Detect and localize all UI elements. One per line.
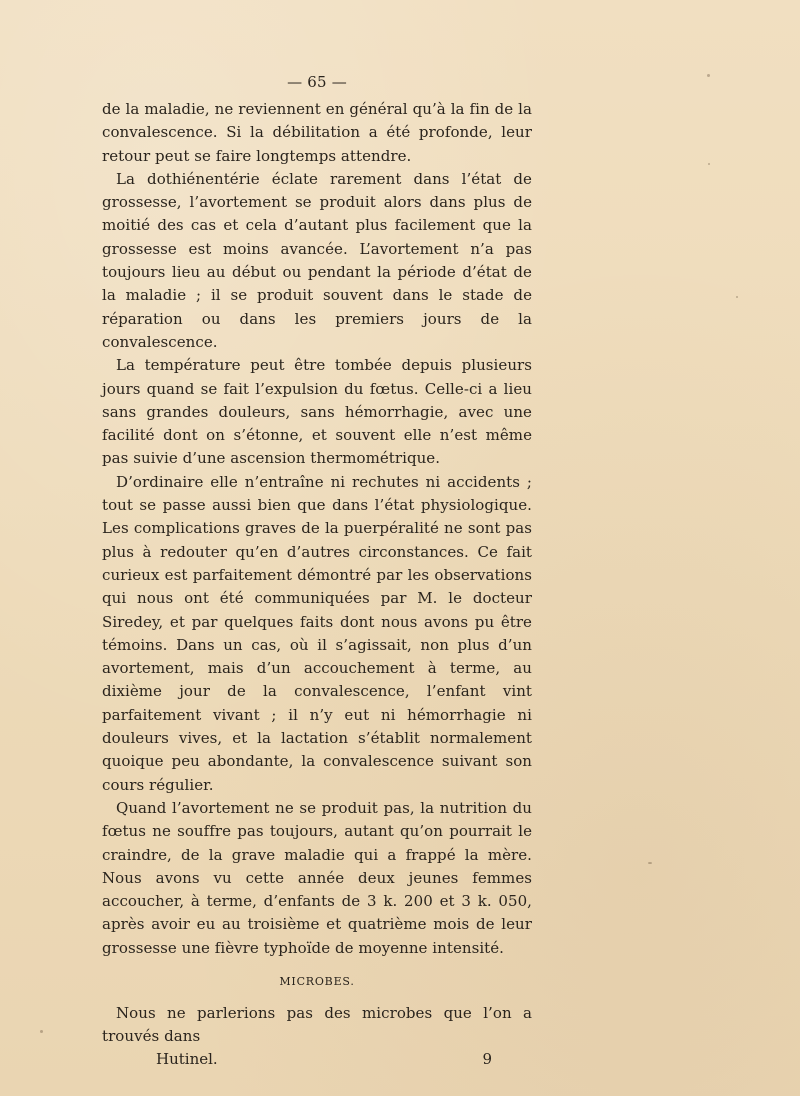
footer-signature: 9	[482, 1049, 492, 1068]
paper-speck	[648, 862, 652, 864]
page-content	[102, 72, 532, 1069]
paragraph-6: Nous ne parlerions pas des microbes que l’on a trouvés dans	[102, 1003, 532, 1046]
footer-author: Hutinel.	[156, 1049, 218, 1068]
paragraph-5: Quand l’avortement ne se produit pas, la nutrition du fœtus ne souffre pas toujours, autant qu’on pourrait le craindre, de la grave maladie qui a frappé la mère. Nous avons vu cette année deux jeunes femmes accoucher, à terme, d’enfants de 3 k. 200 et 3 k. 050, après avoir eu au troisième et quatrième mois de leur grossesse une fièvre typhoïde de moyenne intensité.	[102, 798, 532, 957]
paper-speck	[707, 74, 710, 77]
paragraph-4: D’ordinaire elle n’entraîne ni rechutes ni accidents ; tout se passe aussi bien que dans l’état physiologique. Les complications graves de la puerpéralité ne sont pas plus à redouter qu’en d’autres circonstances. Ce fait curieux est parfaitement démontré par les observations qui nous ont été communiquées par M. le docteur Siredey, et par quelques faits dont nous avons pu être témoins. Dans un cas, où il s’agissait, non plus d’un avortement, mais d’un accouchement à terme, au dixième jour de la convalescence, l’enfant vint parfaitement vivant ; il n’y eut ni hémorrhagie ni douleurs vives, et la lactation s’établit normalement quoique peu abondante, la convalescence suivant son cours régulier.	[102, 472, 532, 794]
paragraph-3: La température peut être tombée depuis plusieurs jours quand se fait l’expulsion du fœtus. Celle-ci a lieu sans grandes douleurs, sans hémorrhagie, avec une facilité dont on s’étonne, et souvent elle n’est même pas suivie d’une ascension thermométrique.	[102, 356, 532, 468]
paragraph-2: La dothiénentérie éclate rarement dans l’état de grossesse, l’avortement se produit alors dans plus de moitié des cas et cela d’autant plus facilement que la grossesse est moins avancée. L’avortement n’a pas toujours lieu au début ou pendant la période d’état de la maladie ; il se produit souvent dans le stade de réparation ou dans les premiers jours de la convalescence.	[102, 169, 532, 351]
paper-speck	[736, 296, 738, 298]
footer	[102, 1049, 532, 1069]
section-heading: MICROBES.	[279, 974, 355, 988]
page-number: — 65 —	[287, 73, 347, 91]
paragraph-1: de la maladie, ne reviennent en général qu’à la fin de la convalescence. Si la débilitation a été profonde, leur retour peut se faire longtemps attendre.	[102, 100, 532, 165]
paper-speck	[40, 1030, 43, 1033]
paper-speck	[708, 163, 710, 165]
